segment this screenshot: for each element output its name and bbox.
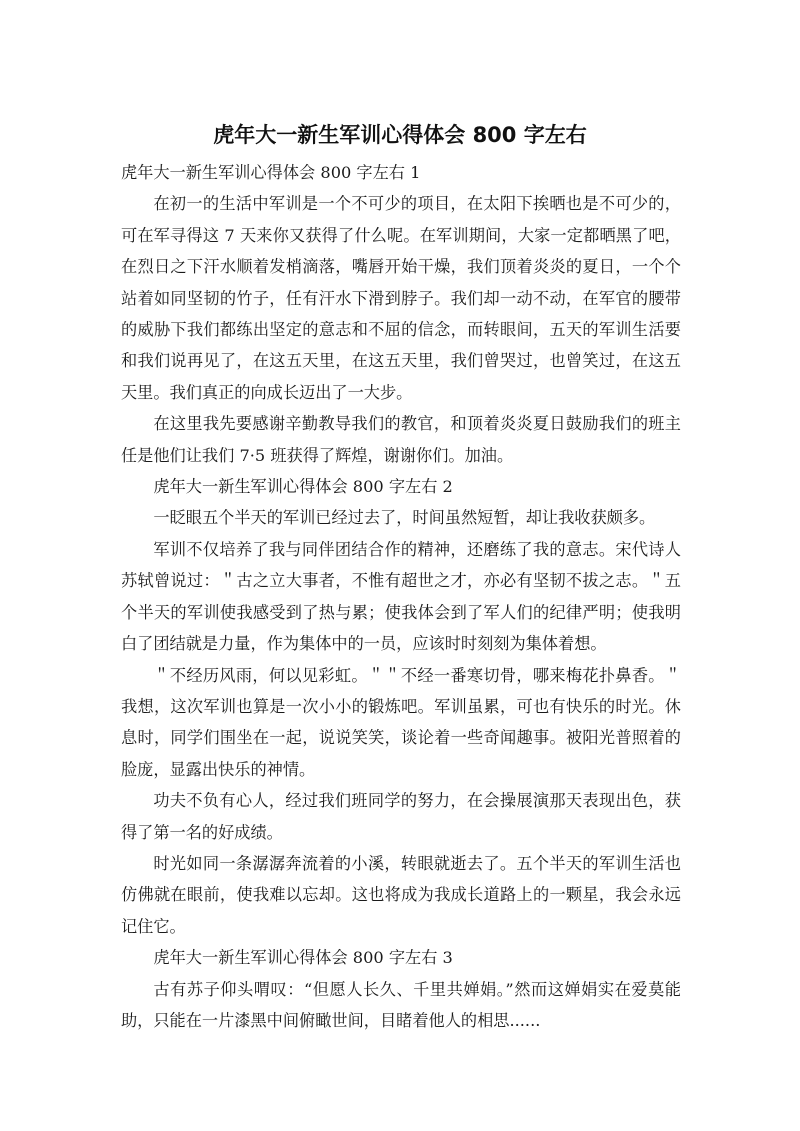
document-title: 虎年大一新生军训心得体会 800 字左右 xyxy=(213,123,587,147)
section-heading-1: 虎年大一新生军训心得体会 800 字左右 1 xyxy=(121,163,421,182)
section-heading-2: 虎年大一新生军训心得体会 800 字左右 2 xyxy=(153,477,453,497)
paragraph: ＂不经历风雨，何以见彩虹。＂＂不经一番寒切骨，哪来梅花扑鼻香。＂我想，这次军训也算是一次小小的锻炼吧。军训虽累，可也有快乐的时光。休息时，同学们围坐在一起，说说笑笑，谈论着一些奇闻趣事。被阳光普照着的脸庞，显露出快乐的神情。 xyxy=(121,665,681,779)
paragraph: 一眨眼五个半天的军训已经过去了，时间虽然短暂，却让我收获颇多。 xyxy=(153,508,656,528)
document-body xyxy=(121,157,681,1036)
paragraph: 在这里我先要感谢辛勤教导我们的教官，和顶着炎炎夏日鼓励我们的班主任是他们让我们 7·5 班获得了辉煌，谢谢你们。加油。 xyxy=(121,414,681,465)
paragraph: 时光如同一条潺潺奔流着的小溪，转眼就逝去了。五个半天的军训生活也仿佛就在眼前，使我难以忘却。这也将成为我成长道路上的一颗星，我会永远记住它。 xyxy=(121,853,681,936)
section-heading-3: 虎年大一新生军训心得体会 800 字左右 3 xyxy=(153,948,453,968)
paragraph: 功夫不负有心人，经过我们班同学的努力，在会操展演那天表现出色，获得了第一名的好成绩。 xyxy=(121,791,681,842)
paragraph: 在初一的生活中军训是一个不可少的项目，在太阳下挨晒也是不可少的，可在军寻得这 7 天来你又获得了什么呢。在军训期间，大家一定都晒黑了吧，在烈日之下汗水顺着发梢滴落，嘴唇开始干燥，我们顶着炎炎的夏日，一个个站着如同坚韧的竹子，任有汗水下滑到脖子。我们却一动不动，在军官的腰带的威胁下我们都练出坚定的意志和不屈的信念，而转眼间，五天的军训生活要和我们说再见了，在这五天里，在这五天里，我们曾哭过，也曾笑过，在这五天里。我们真正的向成长迈出了一大步。 xyxy=(121,194,681,402)
paragraph: 军训不仅培养了我与同伴团结合作的精神，还磨练了我的意志。宋代诗人苏轼曾说过：＂古之立大事者，不惟有超世之才，亦必有坚韧不拔之志。＂五个半天的军训使我感受到了热与累；使我体会到了军人们的纪律严明；使我明白了团结就是力量，作为集体中的一员，应该时时刻刻为集体着想。 xyxy=(121,539,681,654)
paragraph: 古有苏子仰头喟叹：“但愿人长久、千里共婵娟。”然而这婵娟实在爱莫能助，只能在一片漆黑中间俯瞰世间，目睹着他人的相思...... xyxy=(121,979,681,1030)
